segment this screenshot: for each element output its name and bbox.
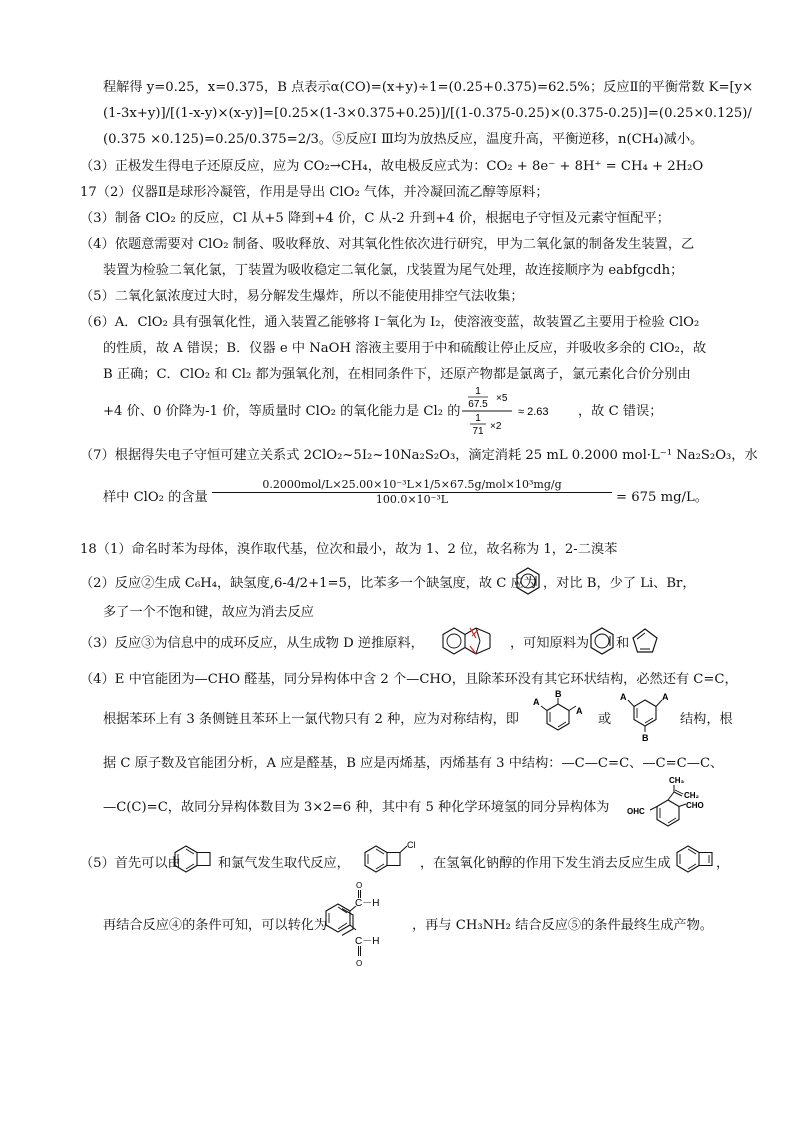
benzyne-structure-icon xyxy=(588,626,616,658)
svg-text:×2: ×2 xyxy=(490,421,502,432)
text-line: 和 xyxy=(616,636,630,651)
oxidation-ratio-fraction xyxy=(458,383,578,437)
svg-text:1: 1 xyxy=(475,413,481,424)
five-h-isomer-structure-icon xyxy=(624,774,724,830)
svg-text:A: A xyxy=(533,697,540,707)
text-line: 据 C 原子数及官能团分析，A 应是醛基，B 应是丙烯基，丙烯基有 3 中结构：—C—C=C、—C=C—C、 xyxy=(103,756,724,771)
text-line: ，再与 CH₃NH₂ 结合反应⑤的条件最终生成产物。 xyxy=(412,918,713,933)
svg-text:OHC: OHC xyxy=(627,807,645,816)
svg-text:A: A xyxy=(620,692,627,702)
text-line: （4）依题意需要对 ClO₂ 制备、吸收释放、对其氧化性依次进行研究，甲为二氧化氯的制备发生装置，乙 xyxy=(80,237,695,252)
text-line: 或 xyxy=(598,712,612,727)
concentration-fraction xyxy=(212,478,612,507)
fraction-result: = 675 mg/L。 xyxy=(616,490,708,505)
text-line: ，在氢氧化钠醇的作用下发生消去反应生成 xyxy=(420,856,671,871)
svg-text:A: A xyxy=(662,692,669,702)
text-line: （6）A．ClO₂ 具有强氧化性，通入装置乙能够将 I⁻氧化为 I₂，使溶液变蓝，故装置乙主要用于检验 ClO₂ xyxy=(80,315,700,330)
text-line: 再结合反应④的条件可知，可以转化为 xyxy=(103,918,328,933)
svg-text:71: 71 xyxy=(472,426,484,437)
svg-text:67.5: 67.5 xyxy=(468,399,488,410)
text-line: ，故 C 错误； xyxy=(578,404,663,419)
text-line: （3）反应③为信息中的成环反应，从生成物 D 逆推原料， xyxy=(80,636,424,651)
text-line: 根据苯环上有 3 条侧链且苯环上一氯代物只有 2 种，应为对称结构，即 xyxy=(103,712,519,727)
svg-text:1: 1 xyxy=(475,386,481,397)
svg-text:O: O xyxy=(356,881,363,890)
text-line: 18（1）命名时苯为母体，溴作取代基，位次和最小，故为 1、2 位，故名称为 1，2-二溴苯 xyxy=(80,542,618,557)
svg-text:CH₂: CH₂ xyxy=(684,791,700,800)
text-line: ，对比 B，少了 Li、Br， xyxy=(543,576,696,591)
text-line: 多了一个不饱和键，故应为消去反应 xyxy=(103,605,314,620)
text-line: （3）正极发生得电子还原反应，应为 CO₂→CH₄，故电极反应式为：CO₂ + 8e⁻ + 8H⁺ = CH₄ + 2H₂O xyxy=(80,159,704,174)
text-line: 的性质，故 A 错误；B．仪器 e 中 NaOH 溶液主要用于中和硫酸让停止反应，并吸收多余的 ClO₂，故 xyxy=(103,341,707,356)
text-line: 样中 ClO₂ 的含量 xyxy=(103,490,208,505)
benzocyclobutadiene-structure-icon xyxy=(674,843,720,877)
phthalaldehyde-ring-icon xyxy=(318,900,358,944)
svg-text:O: O xyxy=(356,959,363,968)
text-line: B 正确；C．ClO₂ 和 Cl₂ 都为强氧化剂，在相同条件下，还原产物都是氯离子，氯元素化合价分别由 xyxy=(103,367,691,382)
svg-text:C－H: C－H xyxy=(355,898,380,909)
text-line: ， xyxy=(716,856,730,871)
text-line: （5）二氧化氯浓度过大时，易分解发生爆炸，所以不能使用排空气法收集； xyxy=(80,289,524,304)
svg-text:A: A xyxy=(576,706,583,716)
svg-text:B: B xyxy=(555,690,562,699)
fraction-result: ≈ 2.63 xyxy=(518,406,549,418)
text-line: —C(C)=C，故同分异构体数目为 3×2=6 种，其中有 5 种化学环境氢的同分异构体为 xyxy=(103,800,610,815)
svg-text:CHO: CHO xyxy=(686,801,704,810)
text-line: （4）E 中官能团为—CHO 醛基，同分异构体中含 2 个—CHO，且除苯环没有其它环状结构，必然还有 C=C， xyxy=(80,672,738,687)
text-line: 和氯气发生取代反应， xyxy=(218,856,350,871)
svg-text:B: B xyxy=(642,733,649,742)
svg-text:C－H: C－H xyxy=(355,936,380,947)
text-line: ，可知原料为 xyxy=(510,636,590,651)
svg-text:×5: ×5 xyxy=(496,393,508,404)
svg-text:Cl: Cl xyxy=(407,840,416,850)
text-line: 装置为检验二氧化氯，丁装置为吸收稳定二氧化氯，戊装置为尾气处理，故连接顺序为 eabfgcdh； xyxy=(103,263,684,278)
text-line: （3）制备 ClO₂ 的反应，Cl 从+5 降到+4 价，C 从-2 升到+4 价，根据电子守恒及元素守恒配平； xyxy=(80,211,670,226)
svg-text:CH₃: CH₃ xyxy=(669,776,685,785)
text-line: 程解得 y=0.25，x=0.375，B 点表示α(CO)=(x+y)÷1=(0.25+0.375)=62.5%；反应Ⅱ的平衡常数 K=[y× xyxy=(103,80,754,95)
text-line: （7）根据得失电子守恒可建立关系式 2ClO₂~5I₂~10Na₂S₂O₃，滴定消耗 25 mL 0.2000 mol·L⁻¹ Na₂S₂O₃，水 xyxy=(80,448,758,463)
cyclopentadiene-structure-icon xyxy=(630,626,660,656)
fraction-denominator: 100.0×10⁻³L xyxy=(375,493,449,506)
isomer-skeleton-1-icon xyxy=(530,690,594,738)
benzocyclobutene-structure-icon xyxy=(172,843,218,877)
text-line: 结构，根 xyxy=(680,712,733,727)
isomer-skeleton-2-icon xyxy=(616,688,674,742)
text-line: (0.375 ×0.125)=0.25/0.375=2/3。⑤反应Ⅰ Ⅲ均为放热反应，温度升高，平衡逆移，n(CH₄)减小。 xyxy=(103,132,704,147)
text-line: (1-3x+y)]/[(1-x-y)×(x-y)]=[0.25×(1-3×0.375+0.25)]/[(1-0.375-0.25)×(0.375-0.25)]=(0.25×0.125)/ xyxy=(103,106,752,121)
benzyne-structure-icon xyxy=(514,566,542,598)
text-line: （2）反应②生成 C₆H₄，缺氢度,6-4/2+1=5，比苯多一个缺氢度，故 C 应为 xyxy=(80,576,537,591)
text-line: （5）首先可以由 xyxy=(80,856,181,871)
fraction-numerator: 0.2000mol/L×25.00×10⁻³L×1/5×67.5g/mol×10³mg/g xyxy=(212,478,612,493)
product-d-retrosynthesis-icon xyxy=(440,620,510,662)
text-line: +4 价、0 价降为-1 价，等质量时 ClO₂ 的氧化能力是 Cl₂ 的 xyxy=(103,404,461,419)
text-line: 17（2）仪器Ⅱ是球形冷凝管，作用是导出 ClO₂ 气体，并冷凝回流乙醇等原料； xyxy=(80,185,549,200)
chlorobenzocyclobutene-structure-icon xyxy=(362,838,420,880)
